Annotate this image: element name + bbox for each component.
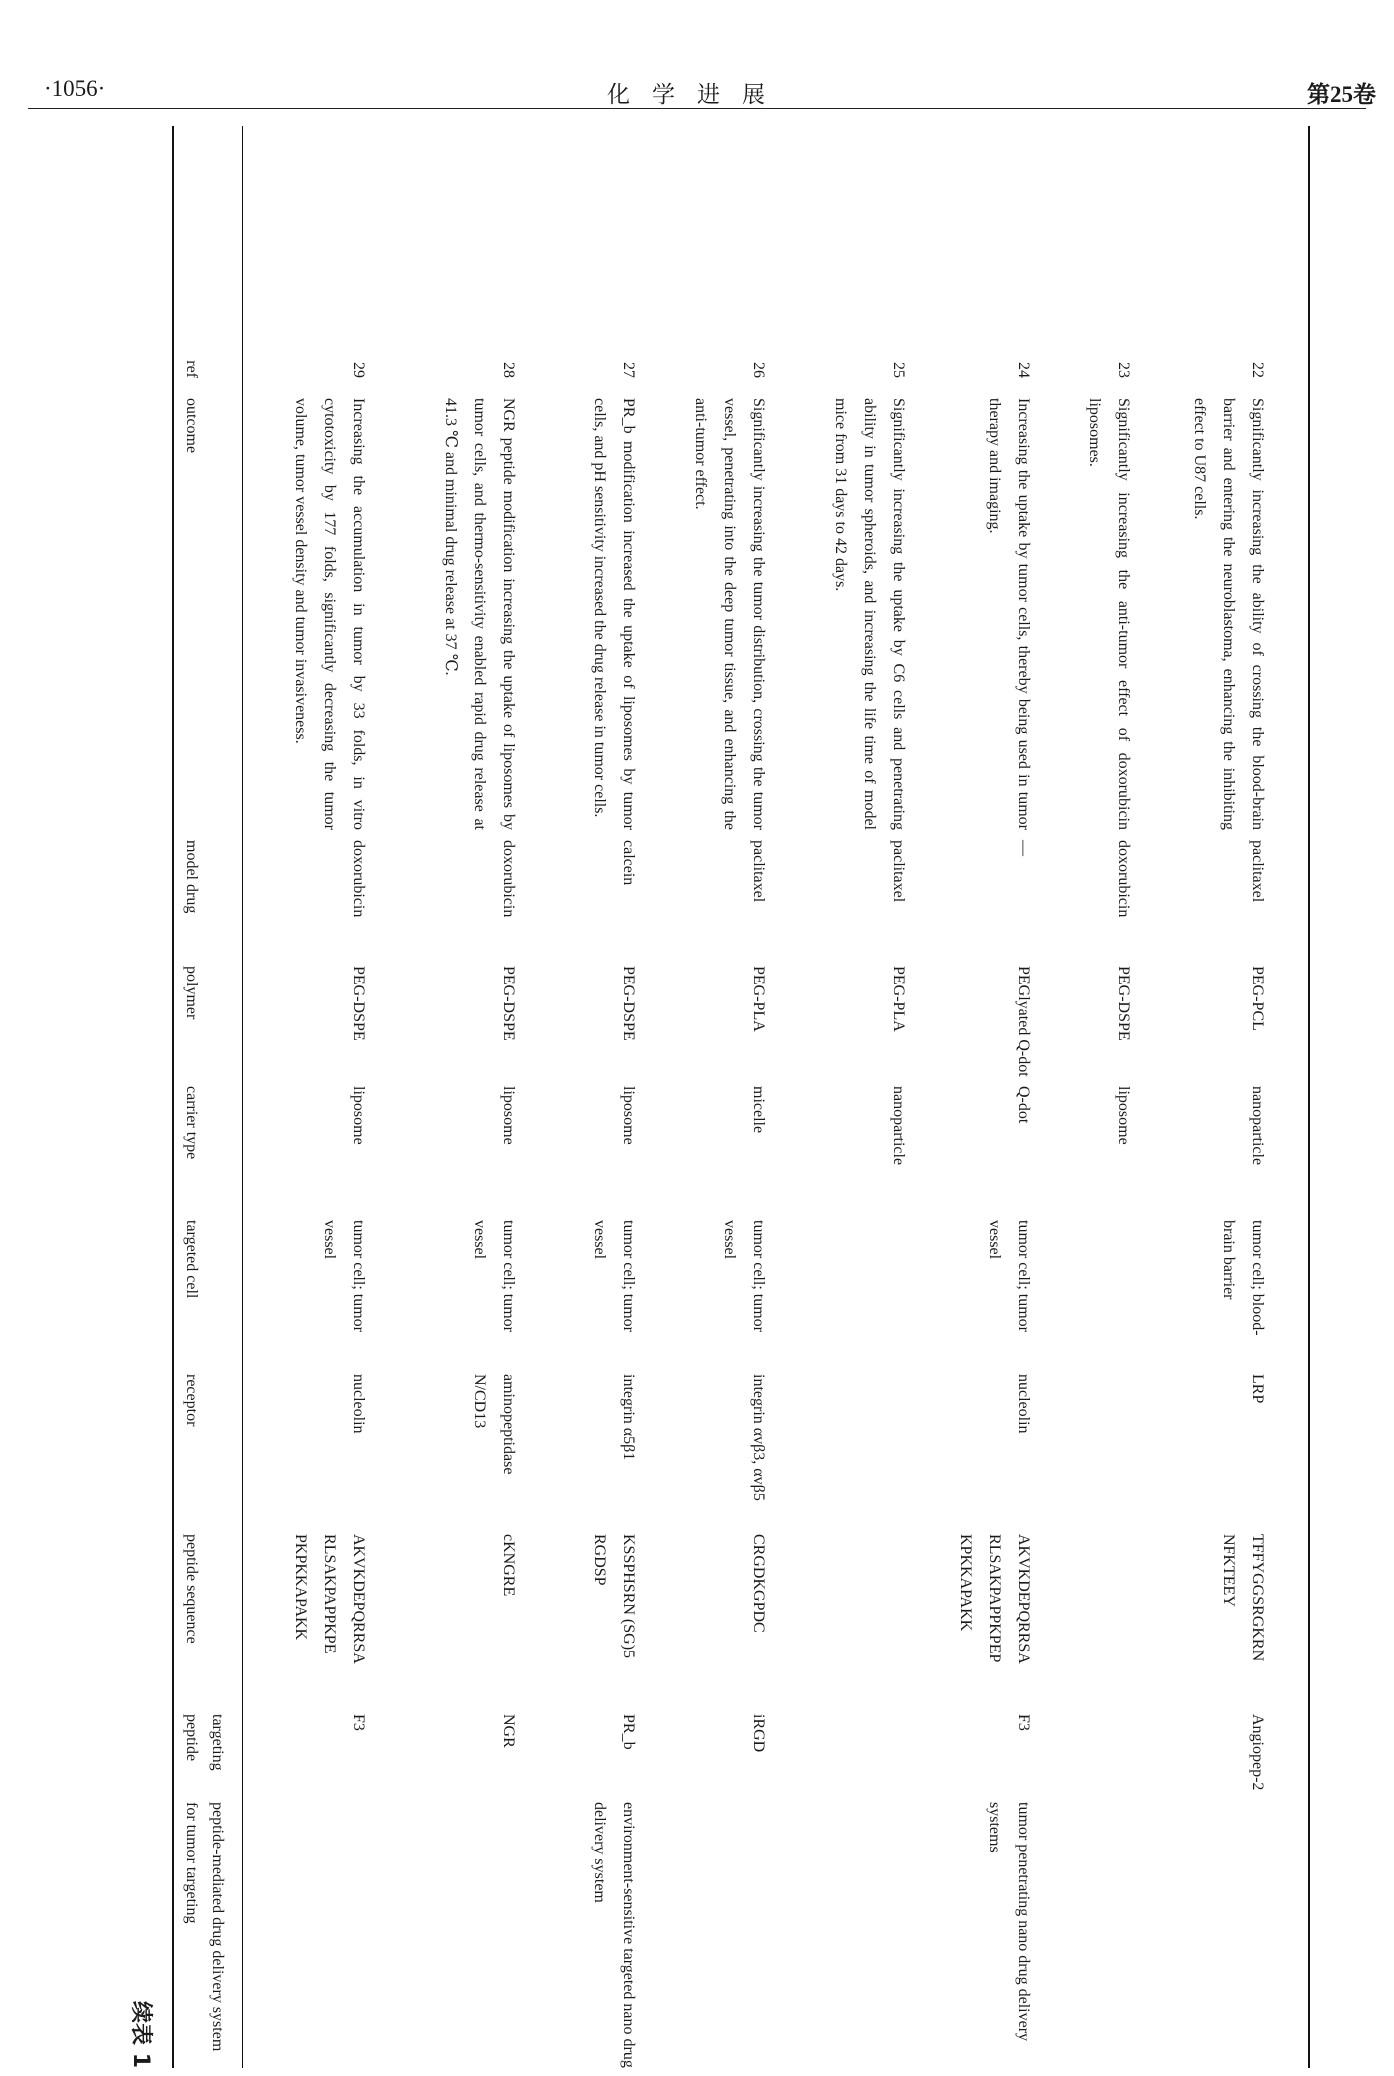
header-sequence: peptide sequence (183, 1534, 200, 1644)
header-ref: ref (183, 360, 200, 378)
cell-sequence: CRGDKGPDC (750, 1534, 767, 1633)
cell-drug: doxorubicin (500, 840, 517, 918)
header-drug: model drug (183, 840, 200, 914)
cell-drug: paclitaxel (750, 840, 767, 903)
cell-receptor: LRP (1249, 1374, 1266, 1404)
header-receptor: receptor (183, 1374, 200, 1427)
header-rule (28, 108, 1366, 109)
cell-outcome: Significantly increasing the anti-tumor effect of doxorubicin liposomes. (1086, 398, 1132, 830)
cell-carrier: nanoparticle (890, 1086, 907, 1166)
cell-drug: paclitaxel (1249, 840, 1266, 903)
cell-outcome: Significantly increasing the uptake by C6 cells and penetrating ability in tumor spheroids, and increasing the life time of model mice from 31 days to 42 days. (832, 398, 907, 830)
cell-sequence: AKVKDEPQRRSA RLSAKPAPPKPEP KPKKAPAKK (957, 1534, 1032, 1663)
cell-peptide: PR_b (620, 1714, 637, 1750)
journal-title: 化学进展 (607, 82, 787, 107)
cell-ref: 22 (1249, 362, 1266, 378)
cell-drug: calcein (620, 840, 637, 886)
cell-outcome: Significantly increasing the ability of crossing the blood-brain barrier and entering the neuroblastoma, enhancing the inhibiting effect to U87 cells. (1191, 398, 1266, 830)
header-cell: targeted cell (183, 1220, 200, 1299)
cell-drug: doxorubicin (1115, 840, 1132, 918)
header-carrier: carrier type (183, 1086, 200, 1160)
cell-polymer: PEG-PLA (890, 966, 907, 1032)
cell-cell: tumor cell; tumor vessel (721, 1220, 767, 1332)
cell-ref: 28 (500, 362, 517, 378)
cell-peptide: F3 (350, 1714, 367, 1731)
rotated-table-block (114, 126, 1310, 2068)
cell-ref: 29 (350, 362, 367, 378)
cell-outcome: Increasing the uptake by tumor cells, thereby being used in tumor therapy and imaging. (986, 398, 1032, 830)
cell-peptide: F3 (1015, 1714, 1032, 1731)
volume-label: 第25卷 (1307, 82, 1376, 107)
cell-cell: tumor cell; tumor vessel (471, 1220, 517, 1332)
cell-sequence: cKNGRE (500, 1534, 517, 1597)
cell-drug: — (1015, 840, 1032, 856)
cell-polymer: PEG-DSPE (620, 966, 637, 1041)
cell-peptide: NGR (500, 1714, 517, 1748)
cell-carrier: liposome (1115, 1086, 1132, 1145)
cell-receptor: aminopeptidase N/CD13 (471, 1374, 517, 1475)
cell-sequence: TFFYGGSRGKRN NFKTEEY (1220, 1534, 1266, 1662)
header-system: peptide-mediated drug delivery system for tumor targeting (183, 1802, 226, 2052)
cell-outcome: Increasing the accumulation in tumor by 33 folds, in vitro cytotoxicity by 177 folds, significantly decreasing the tumor volume, tumor vessel density and tumor invasiveness. (292, 398, 367, 830)
cell-ref: 26 (750, 362, 767, 378)
cell-polymer: PEG-PCL (1249, 966, 1266, 1031)
cell-carrier: nanoparticle (1249, 1086, 1266, 1166)
cell-polymer: PEGlyated Q-dot (1015, 966, 1032, 1077)
header-peptide: targeting peptide (183, 1714, 226, 1771)
cell-receptor: nucleolin (1015, 1374, 1032, 1434)
cell-cell: tumor cell; tumor vessel (986, 1220, 1032, 1332)
cell-ref: 24 (1015, 362, 1032, 378)
cell-system: tumor penetrating nano drug delivery systems (986, 1802, 1032, 2042)
cell-polymer: PEG-DSPE (1115, 966, 1132, 1041)
cell-outcome: Significantly increasing the tumor distribution, crossing the tumor vessel, penetrating into the deep tumor tissue, and enhancing the anti-tumor effect. (692, 398, 767, 830)
cell-receptor: nucleolin (350, 1374, 367, 1434)
header-rule-line (242, 126, 243, 2068)
cell-polymer: PEG-DSPE (500, 966, 517, 1041)
cell-polymer: PEG-DSPE (350, 966, 367, 1041)
cell-sequence: KSSPHSRN (SG)5 RGDSP (591, 1534, 637, 1659)
cell-polymer: PEG-PLA (750, 966, 767, 1032)
cell-drug: doxorubicin (350, 840, 367, 918)
data-table (172, 126, 1310, 2068)
cell-cell: tumor cell; blood-brain barrier (1220, 1220, 1266, 1336)
cell-drug: paclitaxel (890, 840, 907, 903)
cell-carrier: liposome (350, 1086, 367, 1145)
cell-carrier: Q-dot (1015, 1086, 1032, 1124)
cell-outcome: PR_b modification increased the uptake of liposomes by tumor cells, and pH sensitivity increased the drug release in tumor cells. (591, 398, 637, 830)
cell-carrier: micelle (750, 1086, 767, 1134)
cell-carrier: liposome (500, 1086, 517, 1145)
cell-receptor: integrin αvβ3, αvβ5 (750, 1374, 767, 1501)
cell-receptor: integrin α5β1 (620, 1374, 637, 1461)
cell-sequence: AKVKDEPQRRSA RLSAKPAPPKPE PKPKKAPAKK (292, 1534, 367, 1663)
cell-system: environment-sensitive targeted nano drug delivery system (591, 1802, 637, 2068)
table-caption: 续表 1 (128, 2001, 153, 2068)
cell-ref: 27 (620, 362, 637, 378)
cell-outcome: NGR peptide modification increasing the uptake of liposomes by tumor cells, and thermo-sensitivity enabled rapid drug release at 41.3 ℃ and minimal drug release at 37 ℃. (442, 398, 517, 830)
cell-ref: 23 (1115, 362, 1132, 378)
header-polymer: polymer (183, 966, 200, 1020)
cell-peptide: iRGD (750, 1714, 767, 1753)
header-outcome: outcome (183, 398, 200, 454)
page-number: ·1056· (44, 76, 106, 101)
cell-cell: tumor cell; tumor vessel (321, 1220, 367, 1332)
cell-carrier: liposome (620, 1086, 637, 1145)
cell-cell: tumor cell; tumor vessel (591, 1220, 637, 1332)
cell-ref: 25 (890, 362, 907, 378)
cell-peptide: Angiopep-2 (1249, 1714, 1266, 1791)
